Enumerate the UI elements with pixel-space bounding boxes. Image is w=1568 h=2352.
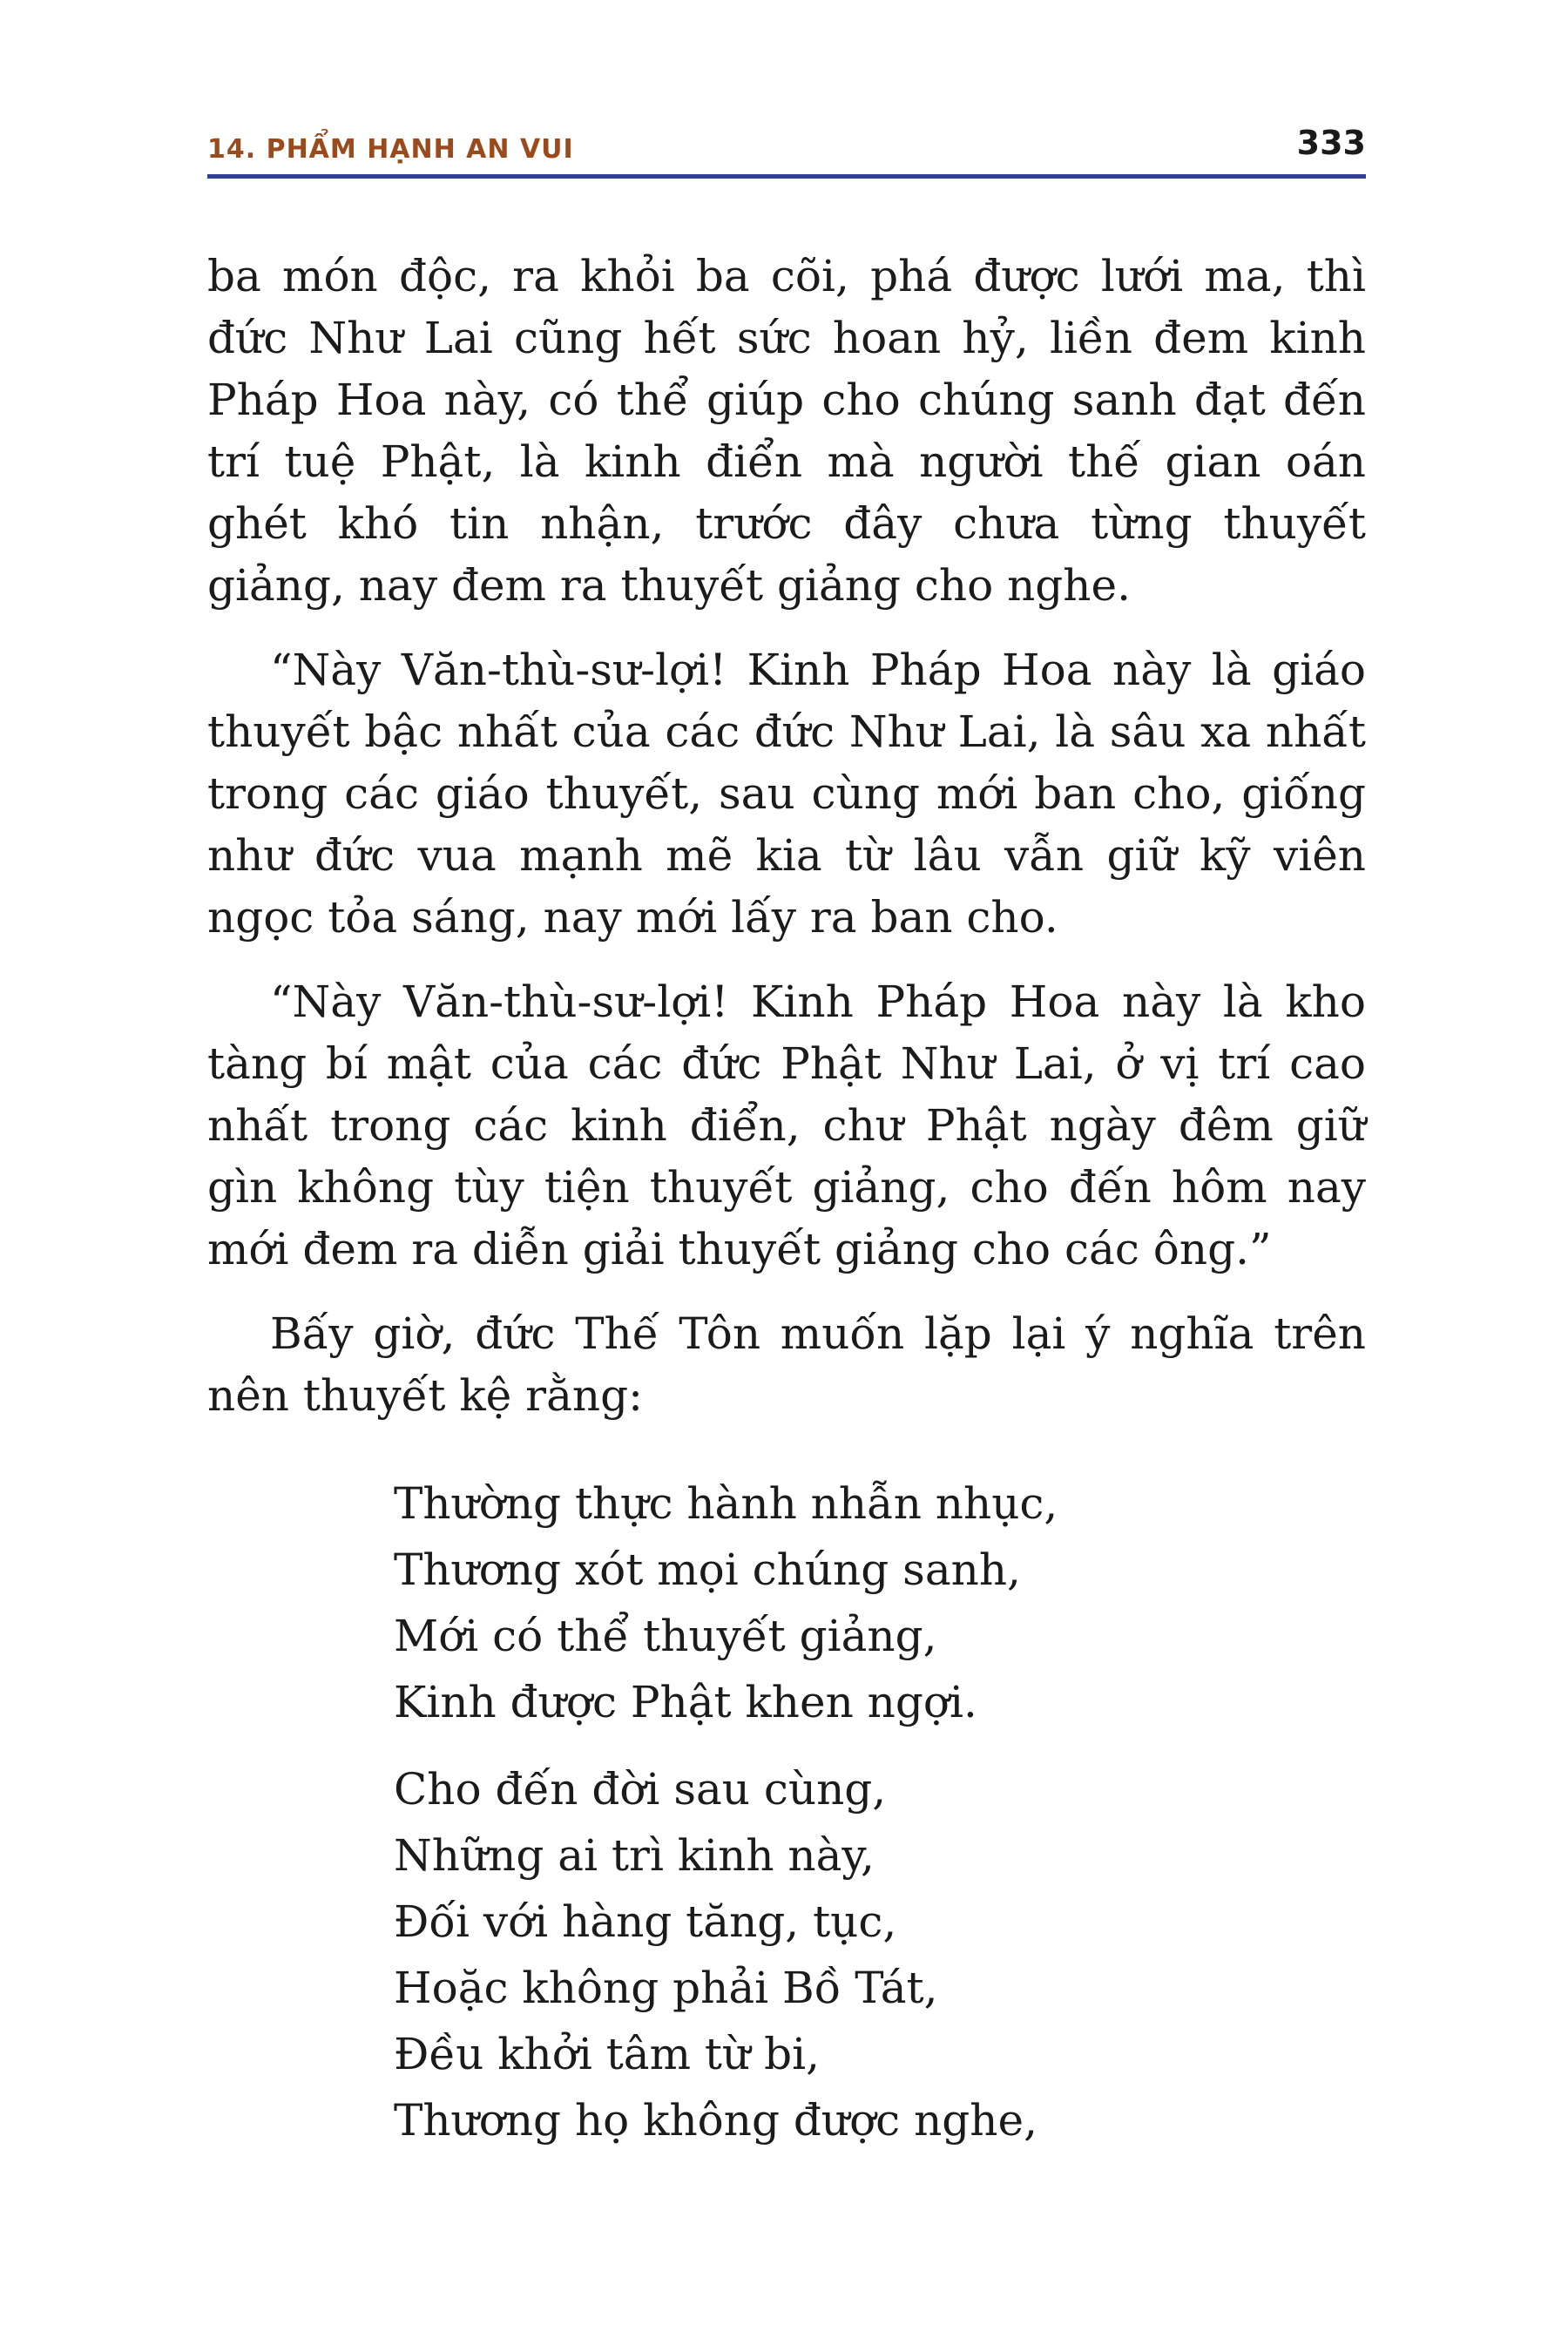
verse-line: Hoặc không phải Bồ Tát, [394,1963,938,2013]
verse-stanza-1 [394,1470,1265,1735]
verse-line: Đối với hàng tăng, tục, [394,1896,897,1947]
paragraph-continued: ba món độc, ra khỏi ba cõi, phá được lưới ma, thì đức Như Lai cũng hết sức hoan hỷ, liền đem kinh Pháp Hoa này, có thể giúp cho chúng sanh đạt đến trí tuệ Phật, là kinh điển mà người thế gian oán ghét khó tin nhận, trước đây chưa từng thuyết giảng, nay đem ra thuyết giảng cho nghe. [207,251,1366,611]
body-text [207,246,1366,1450]
verse-stanza-2 [394,1756,1265,2153]
verse-line: Đều khởi tâm từ bi, [394,2029,820,2079]
verse-line: Kinh được Phật khen ngợi. [394,1677,977,1727]
paragraph-quote-2: “Này Văn-thù-sư-lợi! Kinh Pháp Hoa này là kho tàng bí mật của các đức Phật Như Lai, ở vị trí cao nhất trong các kinh điển, chư Phật ngày đêm giữ gìn không tùy tiện thuyết giảng, cho đến hôm nay mới đem ra diễn giải thuyết giảng cho các ông.” [207,977,1366,1274]
page-number: 333 [1296,124,1366,162]
chapter-title: 14. PHẨM HẠNH AN VUI [207,134,574,165]
verse-line: Thương họ không được nghe, [394,2095,1037,2146]
verse-line: Thương xót mọi chúng sanh, [394,1544,1021,1595]
header-rule [207,174,1366,179]
verse-line: Những ai trì kinh này, [394,1830,875,1881]
paragraph-verse-intro: Bấy giờ, đức Thế Tôn muốn lặp lại ý nghĩa trên nên thuyết kệ rằng: [207,1308,1366,1421]
paragraph-quote-1: “Này Văn-thù-sư-lợi! Kinh Pháp Hoa này là giáo thuyết bậc nhất của các đức Như Lai, là sâu xa nhất trong các giáo thuyết, sau cùng mới ban cho, giống như đức vua mạnh mẽ kia từ lâu vẫn giữ kỹ viên ngọc tỏa sáng, nay mới lấy ra ban cho. [207,645,1366,943]
verse-line: Cho đến đời sau cùng, [394,1764,887,1815]
verse-line: Mới có thể thuyết giảng, [394,1611,937,1661]
verse-block [394,1470,1265,2174]
verse-line: Thường thực hành nhẫn nhục, [394,1478,1058,1529]
